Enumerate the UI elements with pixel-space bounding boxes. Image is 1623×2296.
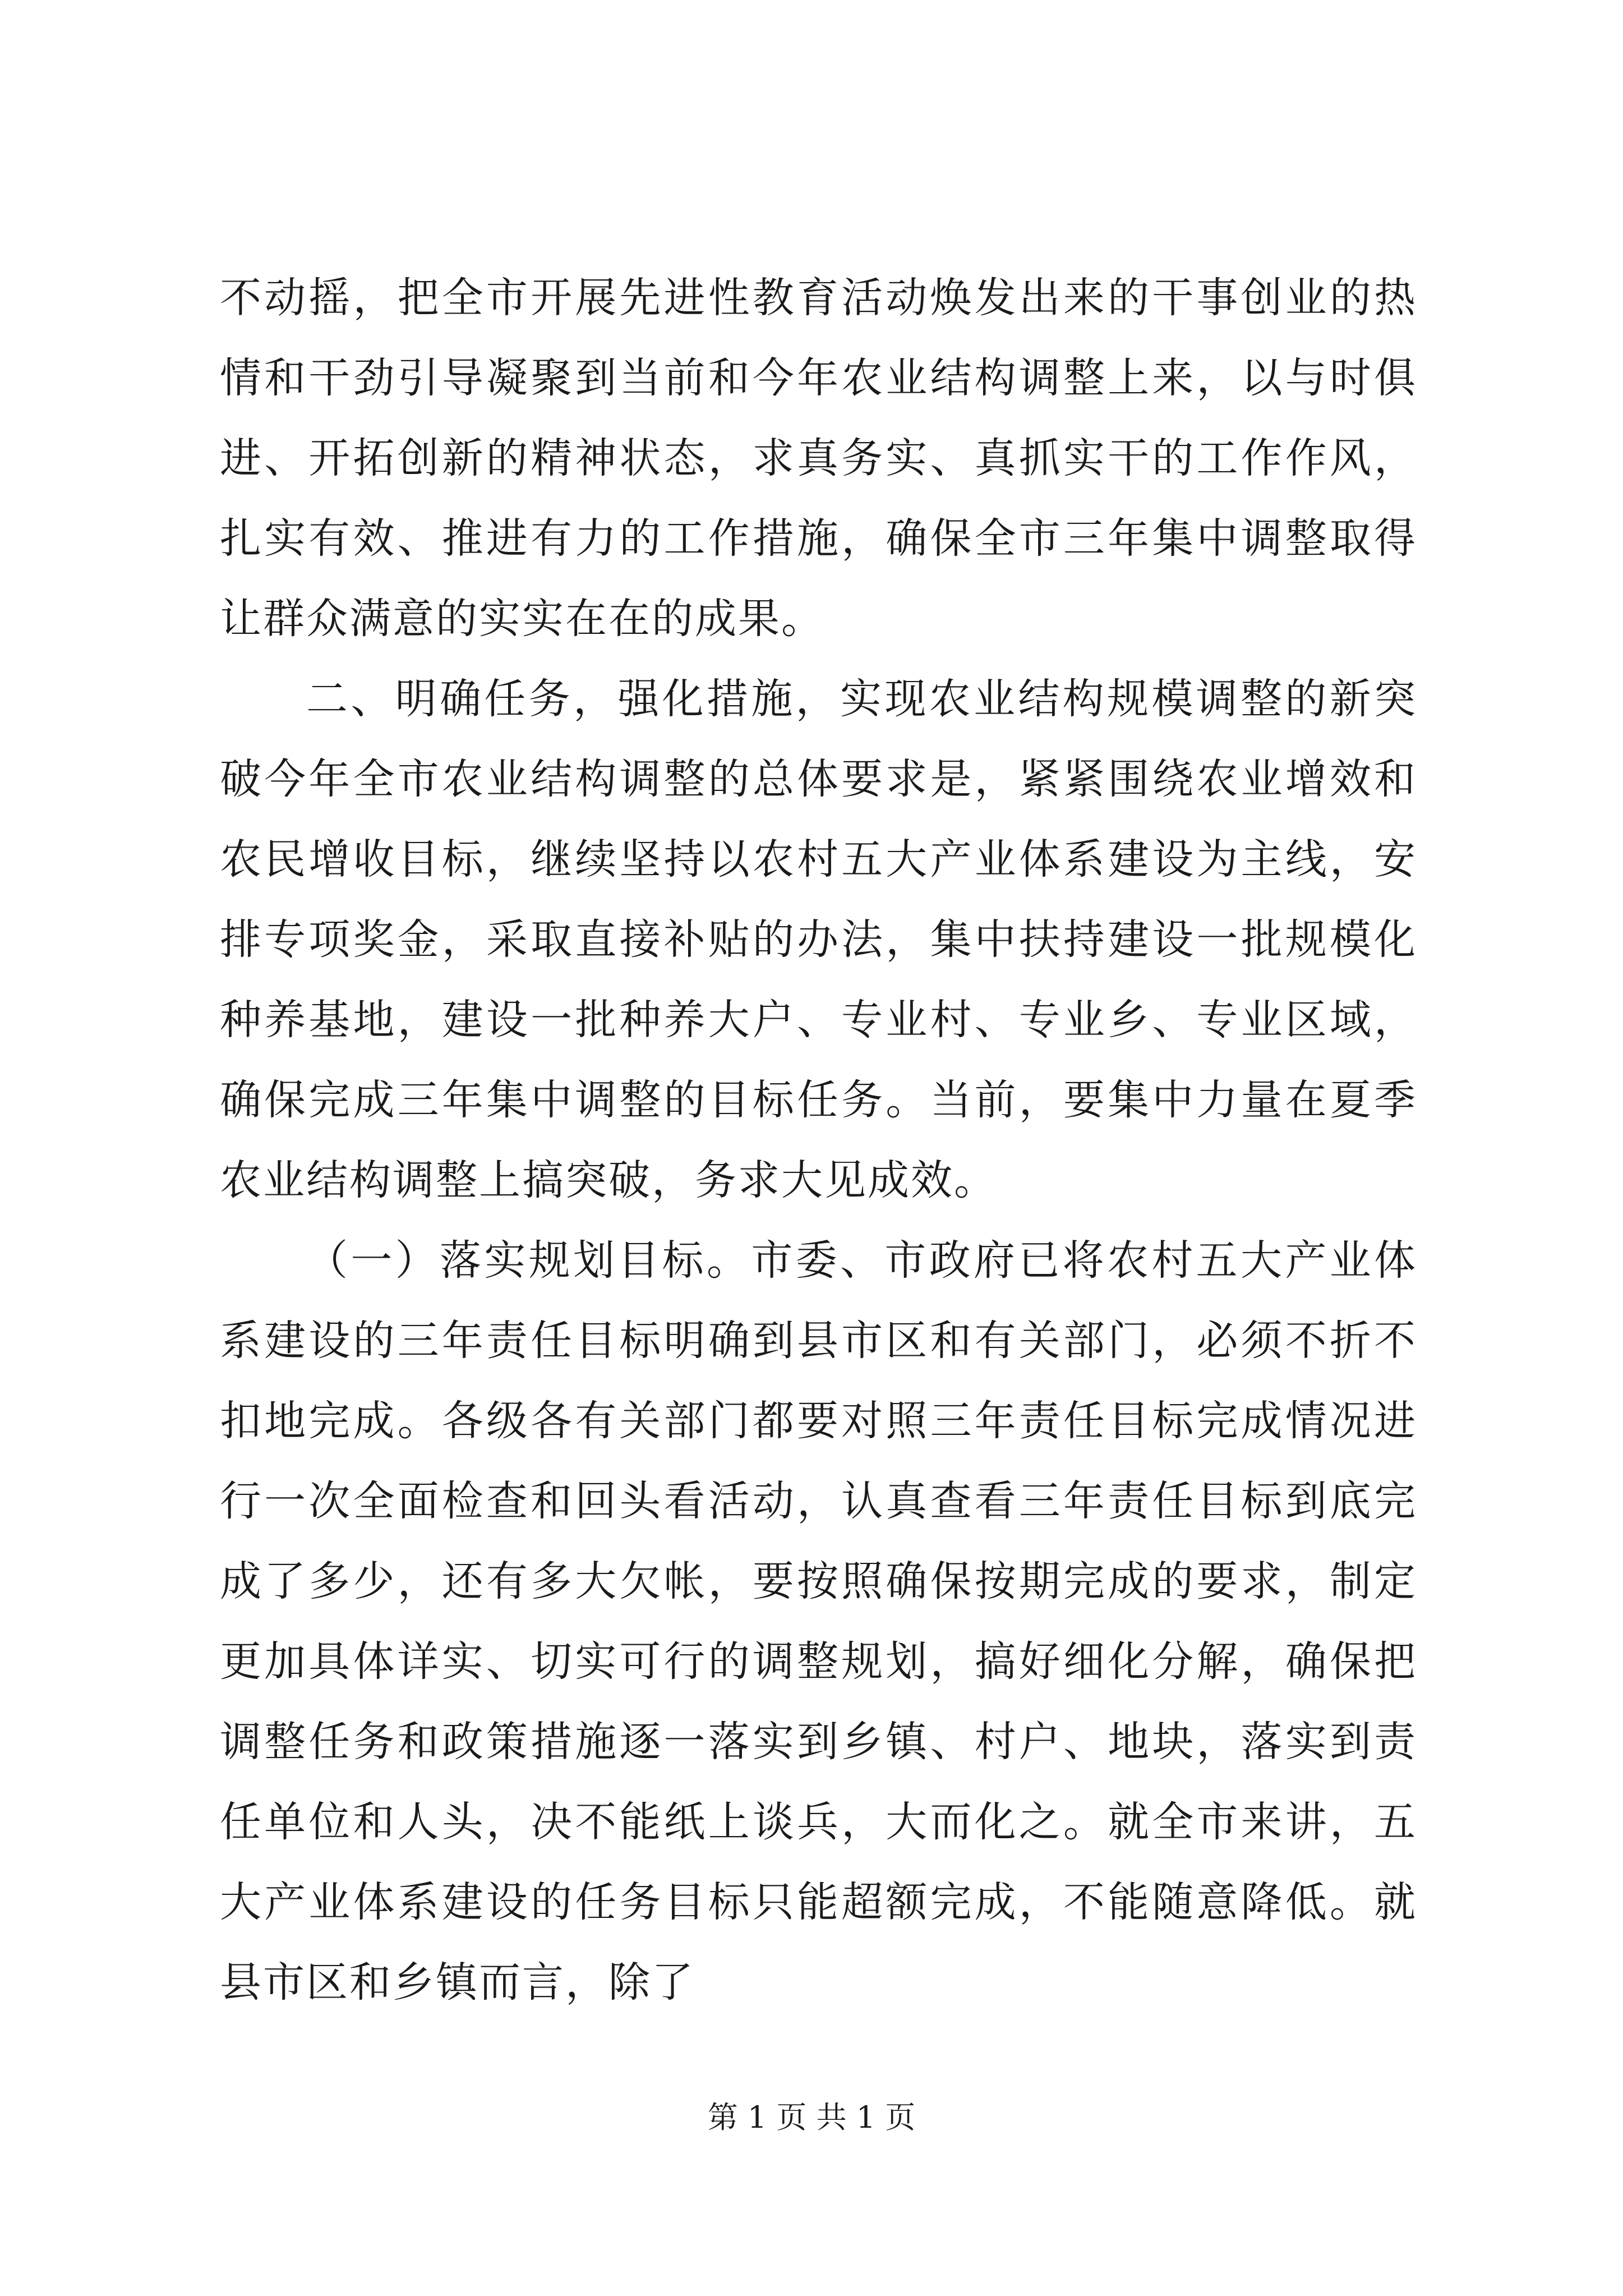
page-footer: 第 1 页 共 1 页: [707, 2100, 916, 2135]
paragraph-1: 不动摇，把全市开展先进性教育活动焕发出来的干事创业的热情和干劲引导凝聚到当前和今年农业结构调整上来，以与时俱进、开拓创新的精神状态，求真务实、真抓实干的工作作风，扎实有效、推进有力的工作措施，确保全市三年集中调整取得让群众满意的实实在在的成果。: [220, 274, 1417, 643]
paragraph-3: （一）落实规划目标。市委、市政府已将农村五大产业体系建设的三年责任目标明确到县市区和有关部门，必须不折不扣地完成。各级各有关部门都要对照三年责任目标完成情况进行一次全面检查和回头看活动，认真查看三年责任目标到底完成了多少，还有多大欠帐，要按照确保按期完成的要求，制定更加具体详实、切实可行的调整规划，搞好细化分解，确保把调整任务和政策措施逐一落实到乡镇、村户、地块，落实到责任单位和人头，决不能纸上谈兵，大而化之。就全市来讲，五大产业体系建设的任务目标只能超额完成，不能随意降低。就县市区和乡镇而言，除了: [220, 1236, 1417, 2007]
document-body: [220, 258, 1417, 2023]
paragraph-2: 二、明确任务，强化措施，实现农业结构规模调整的新突破今年全市农业结构调整的总体要求是，紧紧围绕农业增效和农民增收目标，继续坚持以农村五大产业体系建设为主线，安排专项奖金，采取直接补贴的办法，集中扶持建设一批规模化种养基地，建设一批种养大户、专业村、专业乡、专业区域，确保完成三年集中调整的目标任务。当前，要集中力量在夏季农业结构调整上搞突破，务求大见成效。: [220, 675, 1417, 1204]
